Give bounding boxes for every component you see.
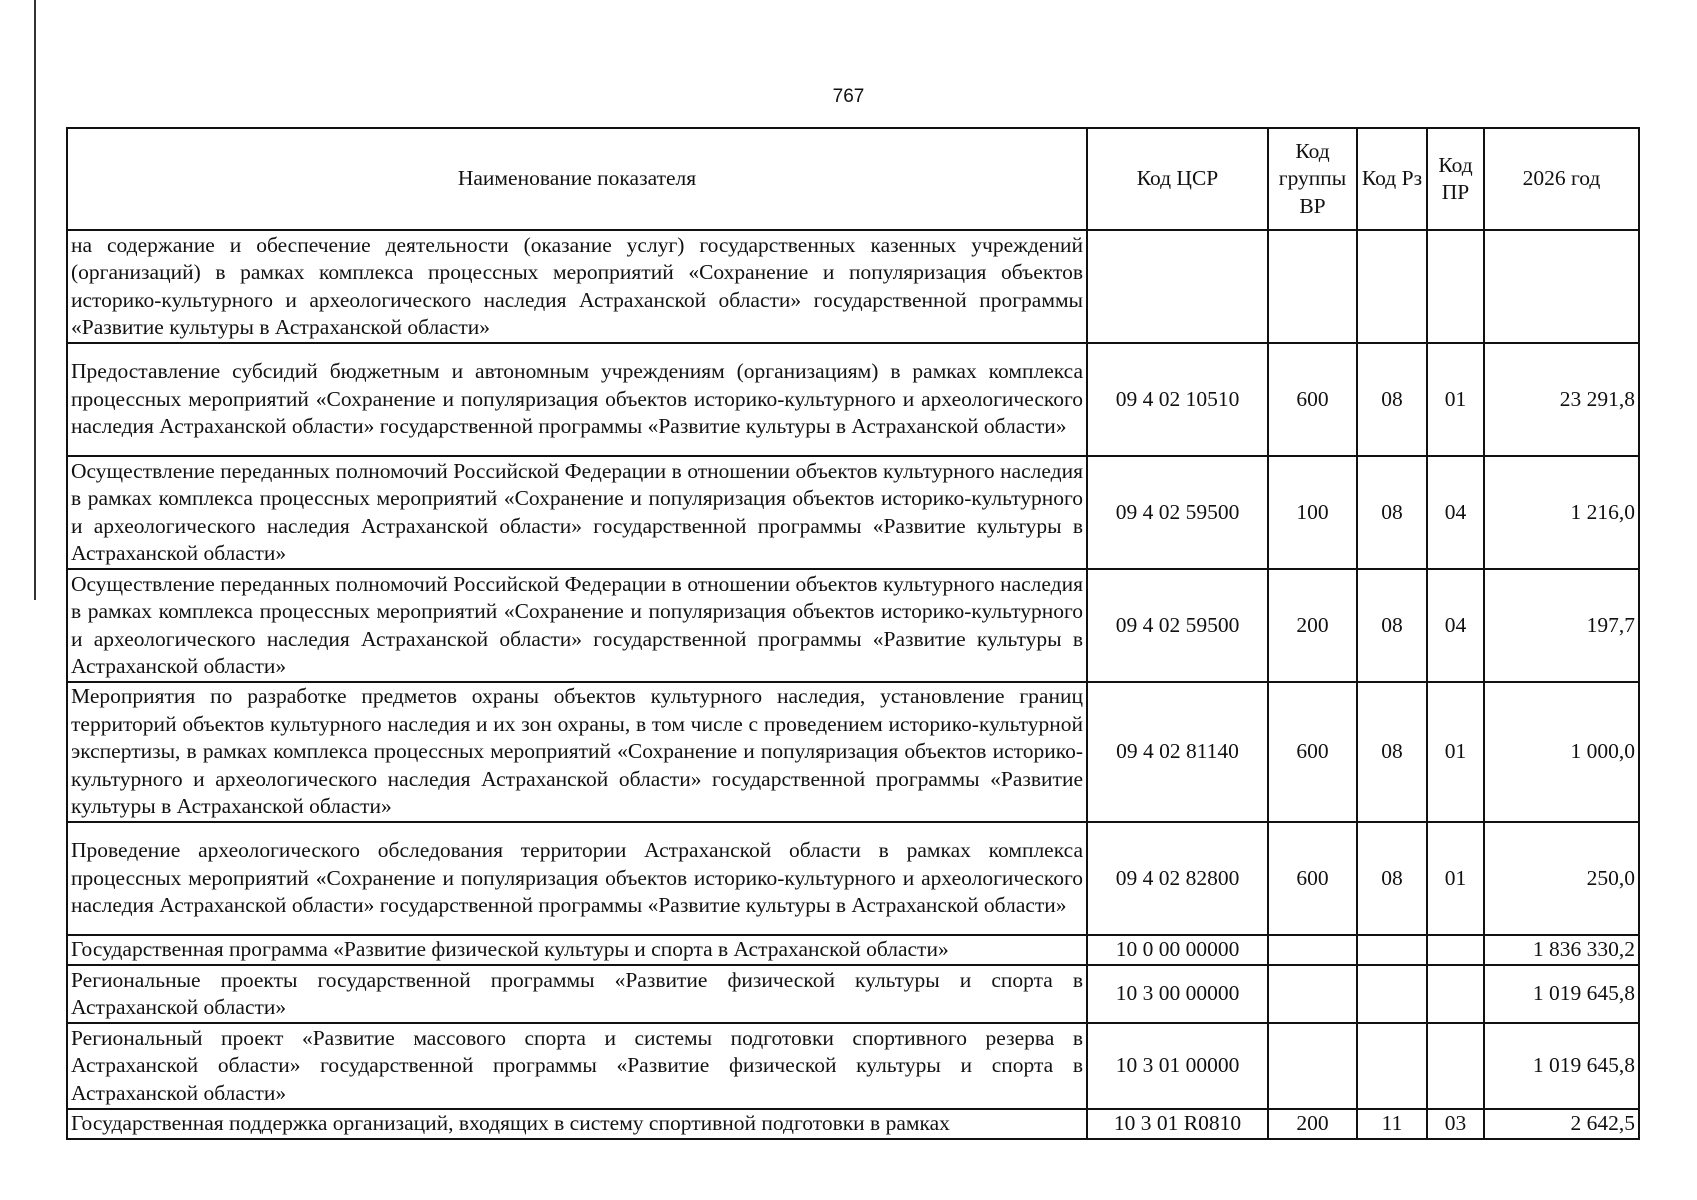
table-row bbox=[67, 343, 1639, 456]
table-row bbox=[67, 456, 1639, 569]
row-name: Осуществление переданных полномочий Российской Федерации в отношении объектов культурного наследия в рамках комплекса процессных мероприятий «Сохранение и популяризация объектов историко-культурного и археологического наследия Астраханской области» государственной программы «Развитие культуры в Астраханской области» bbox=[67, 456, 1087, 569]
row-csr: 10 3 00 00000 bbox=[1087, 965, 1268, 1023]
row-rz: 08 bbox=[1357, 569, 1427, 682]
row-value: 2 642,5 bbox=[1484, 1109, 1639, 1139]
row-vr: 100 bbox=[1268, 456, 1357, 569]
page-number: 767 bbox=[832, 86, 865, 107]
table-row bbox=[67, 822, 1639, 935]
row-pr: 01 bbox=[1427, 822, 1484, 935]
row-vr: 200 bbox=[1268, 569, 1357, 682]
header-pr: Код ПР bbox=[1427, 128, 1484, 230]
budget-table bbox=[66, 127, 1640, 1140]
row-rz bbox=[1357, 230, 1427, 343]
row-rz bbox=[1357, 965, 1427, 1023]
header-name: Наименование показателя bbox=[67, 128, 1087, 230]
row-pr bbox=[1427, 935, 1484, 965]
row-vr: 600 bbox=[1268, 682, 1357, 822]
row-vr bbox=[1268, 965, 1357, 1023]
row-pr: 04 bbox=[1427, 456, 1484, 569]
row-name: на содержание и обеспечение деятельности (оказание услуг) государственных казенных учреждений (организаций) в рамках комплекса процессных мероприятий «Сохранение и популяризация объектов историко-культурного и археологического наследия Астраханской области» государственной программы «Развитие культуры в Астраханской области» bbox=[67, 230, 1087, 343]
row-rz: 08 bbox=[1357, 822, 1427, 935]
row-name: Проведение археологического обследования территории Астраханской области в рамках комплекса процессных мероприятий «Сохранение и популяризация объектов историко-культурного и археологического наследия Астраханской области» государственной программы «Развитие культуры в Астраханской области» bbox=[67, 822, 1087, 935]
header-vr: Код группы ВР bbox=[1268, 128, 1357, 230]
table-header-row bbox=[67, 128, 1639, 230]
table-row bbox=[67, 1023, 1639, 1109]
row-name: Региональный проект «Развитие массового спорта и системы подготовки спортивного резерва в Астраханской области» государственной программы «Развитие физической культуры и спорта в Астраханской области» bbox=[67, 1023, 1087, 1109]
row-name: Осуществление переданных полномочий Российской Федерации в отношении объектов культурного наследия в рамках комплекса процессных мероприятий «Сохранение и популяризация объектов историко-культурного и археологического наследия Астраханской области» государственной программы «Развитие культуры в Астраханской области» bbox=[67, 569, 1087, 682]
row-name: Мероприятия по разработке предметов охраны объектов культурного наследия, установление границ территорий объектов культурного наследия и их зон охраны, в том числе с проведением историко-культурной экспертизы, в рамках комплекса процессных мероприятий «Сохранение и популяризация объектов историко-культурного и археологического наследия Астраханской области» государственной программы «Развитие культуры в Астраханской области» bbox=[67, 682, 1087, 822]
row-value: 1 019 645,8 bbox=[1484, 965, 1639, 1023]
row-pr: 01 bbox=[1427, 682, 1484, 822]
row-pr bbox=[1427, 1023, 1484, 1109]
row-pr: 04 bbox=[1427, 569, 1484, 682]
row-value: 1 000,0 bbox=[1484, 682, 1639, 822]
table-row bbox=[67, 965, 1639, 1023]
row-value bbox=[1484, 230, 1639, 343]
row-value: 1 836 330,2 bbox=[1484, 935, 1639, 965]
row-pr: 03 bbox=[1427, 1109, 1484, 1139]
row-vr bbox=[1268, 1023, 1357, 1109]
row-value: 197,7 bbox=[1484, 569, 1639, 682]
row-pr: 01 bbox=[1427, 343, 1484, 456]
row-value: 1 216,0 bbox=[1484, 456, 1639, 569]
row-name: Государственная поддержка организаций, входящих в систему спортивной подготовки в рамках bbox=[67, 1109, 1087, 1139]
row-vr bbox=[1268, 935, 1357, 965]
row-csr: 10 0 00 00000 bbox=[1087, 935, 1268, 965]
row-rz: 08 bbox=[1357, 682, 1427, 822]
row-value: 1 019 645,8 bbox=[1484, 1023, 1639, 1109]
header-year: 2026 год bbox=[1484, 128, 1639, 230]
row-csr: 09 4 02 82800 bbox=[1087, 822, 1268, 935]
row-rz: 08 bbox=[1357, 456, 1427, 569]
table-row bbox=[67, 230, 1639, 343]
row-rz: 11 bbox=[1357, 1109, 1427, 1139]
row-name: Предоставление субсидий бюджетным и автономным учреждениям (организациям) в рамках комплекса процессных мероприятий «Сохранение и популяризация объектов историко-культурного и археологического наследия Астраханской области» государственной программы «Развитие культуры в Астраханской области» bbox=[67, 343, 1087, 456]
row-vr: 200 bbox=[1268, 1109, 1357, 1139]
header-rz: Код Рз bbox=[1357, 128, 1427, 230]
table-row bbox=[67, 935, 1639, 965]
row-vr bbox=[1268, 230, 1357, 343]
table-row bbox=[67, 569, 1639, 682]
table-row bbox=[67, 682, 1639, 822]
row-csr bbox=[1087, 230, 1268, 343]
row-csr: 09 4 02 10510 bbox=[1087, 343, 1268, 456]
row-rz: 08 bbox=[1357, 343, 1427, 456]
header-csr: Код ЦСР bbox=[1087, 128, 1268, 230]
row-pr bbox=[1427, 965, 1484, 1023]
row-value: 250,0 bbox=[1484, 822, 1639, 935]
row-rz bbox=[1357, 935, 1427, 965]
row-pr bbox=[1427, 230, 1484, 343]
row-csr: 09 4 02 81140 bbox=[1087, 682, 1268, 822]
row-csr: 09 4 02 59500 bbox=[1087, 456, 1268, 569]
row-csr: 10 3 01 00000 bbox=[1087, 1023, 1268, 1109]
row-csr: 10 3 01 R0810 bbox=[1087, 1109, 1268, 1139]
row-name: Государственная программа «Развитие физической культуры и спорта в Астраханской области» bbox=[67, 935, 1087, 965]
row-name: Региональные проекты государственной программы «Развитие физической культуры и спорта в Астраханской области» bbox=[67, 965, 1087, 1023]
table-row bbox=[67, 1109, 1639, 1139]
row-vr: 600 bbox=[1268, 822, 1357, 935]
row-value: 23 291,8 bbox=[1484, 343, 1639, 456]
row-rz bbox=[1357, 1023, 1427, 1109]
row-csr: 09 4 02 59500 bbox=[1087, 569, 1268, 682]
row-vr: 600 bbox=[1268, 343, 1357, 456]
